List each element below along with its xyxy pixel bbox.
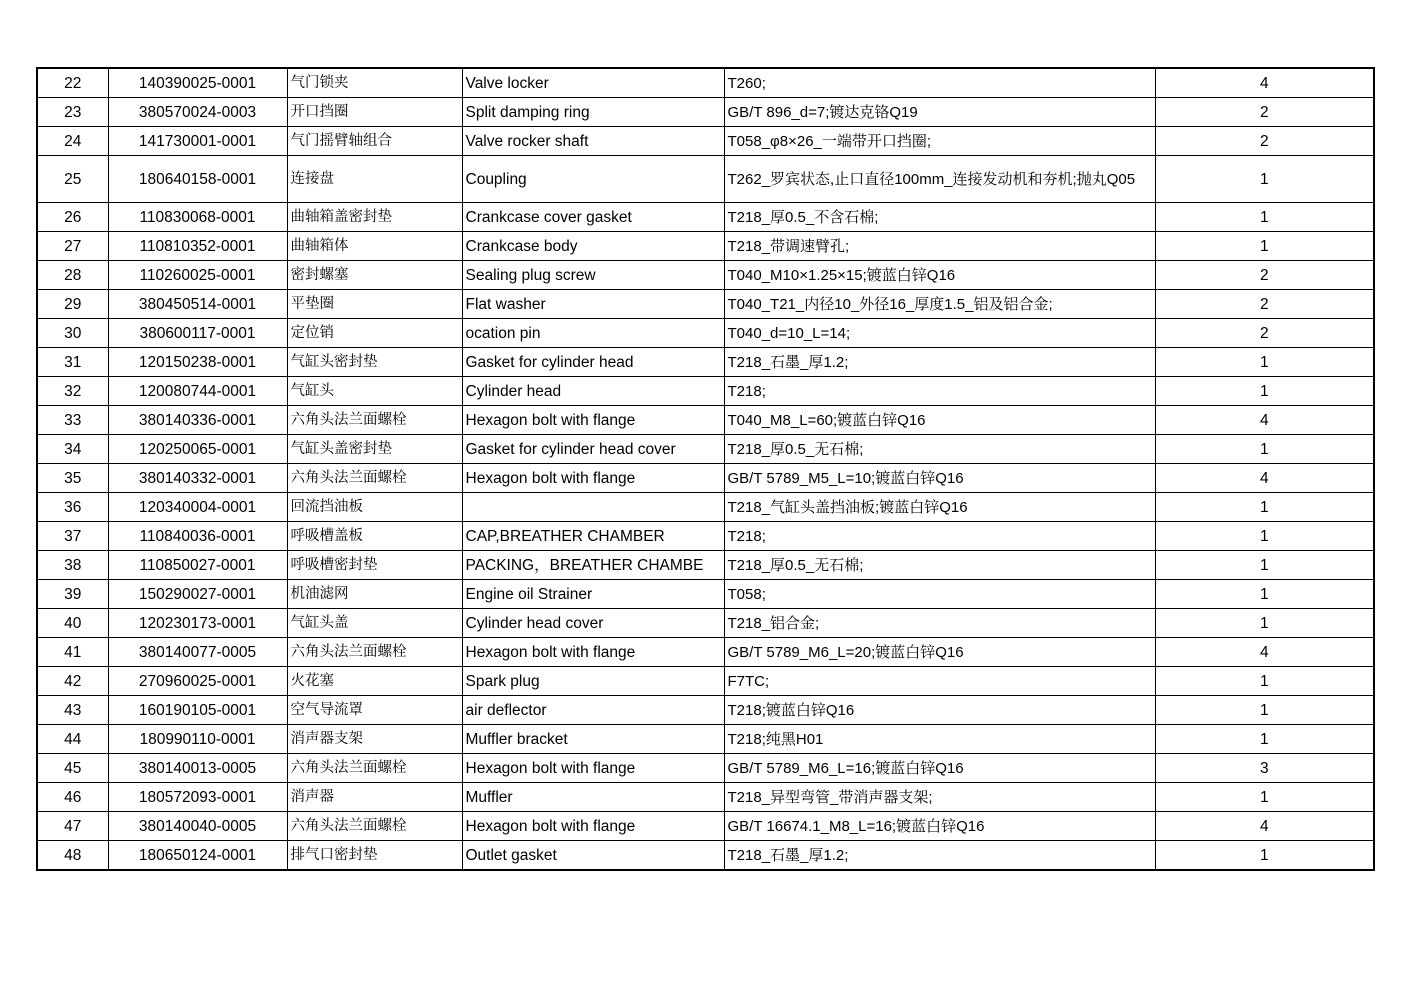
part-number-cell: 120340004-0001: [108, 493, 287, 522]
specification-cell: F7TC;: [724, 667, 1155, 696]
specification-cell: T218_铝合金;: [724, 609, 1155, 638]
chinese-name-cell: 气门锁夹: [287, 68, 462, 98]
item-number-cell: 33: [37, 406, 108, 435]
table-row: [37, 406, 1374, 435]
item-number-cell: 37: [37, 522, 108, 551]
part-number-cell: 160190105-0001: [108, 696, 287, 725]
english-name-cell: Sealing plug screw: [462, 261, 724, 290]
chinese-name-cell: 六角头法兰面螺栓: [287, 464, 462, 493]
quantity-cell: 2: [1155, 98, 1374, 127]
specification-cell: T040_T21_内径10_外径16_厚度1.5_铝及铝合金;: [724, 290, 1155, 319]
table-row: [37, 464, 1374, 493]
specification-cell: GB/T 5789_M6_L=20;镀蓝白锌Q16: [724, 638, 1155, 667]
quantity-cell: 2: [1155, 290, 1374, 319]
item-number-cell: 39: [37, 580, 108, 609]
part-number-cell: 140390025-0001: [108, 68, 287, 98]
english-name-cell: CAP,BREATHER CHAMBER: [462, 522, 724, 551]
part-number-cell: 180990110-0001: [108, 725, 287, 754]
item-number-cell: 29: [37, 290, 108, 319]
specification-cell: T040_M10×1.25×15;镀蓝白锌Q16: [724, 261, 1155, 290]
english-name-cell: Coupling: [462, 156, 724, 203]
english-name-cell: Cylinder head: [462, 377, 724, 406]
part-number-cell: 120250065-0001: [108, 435, 287, 464]
english-name-cell: Valve locker: [462, 68, 724, 98]
quantity-cell: 1: [1155, 725, 1374, 754]
english-name-cell: [462, 493, 724, 522]
chinese-name-cell: 气缸头密封垫: [287, 348, 462, 377]
part-number-cell: 141730001-0001: [108, 127, 287, 156]
item-number-cell: 35: [37, 464, 108, 493]
quantity-cell: 1: [1155, 609, 1374, 638]
specification-cell: T218_异型弯管_带消声器支架;: [724, 783, 1155, 812]
chinese-name-cell: 六角头法兰面螺栓: [287, 638, 462, 667]
english-name-cell: Outlet gasket: [462, 841, 724, 871]
english-name-cell: Crankcase body: [462, 232, 724, 261]
english-name-cell: Gasket for cylinder head cover: [462, 435, 724, 464]
table-row: [37, 290, 1374, 319]
quantity-cell: 1: [1155, 551, 1374, 580]
item-number-cell: 43: [37, 696, 108, 725]
item-number-cell: 47: [37, 812, 108, 841]
specification-cell: T260;: [724, 68, 1155, 98]
quantity-cell: 4: [1155, 812, 1374, 841]
item-number-cell: 44: [37, 725, 108, 754]
quantity-cell: 2: [1155, 261, 1374, 290]
chinese-name-cell: 气缸头盖密封垫: [287, 435, 462, 464]
chinese-name-cell: 火花塞: [287, 667, 462, 696]
part-number-cell: 380140077-0005: [108, 638, 287, 667]
part-number-cell: 180572093-0001: [108, 783, 287, 812]
specification-cell: T218;: [724, 522, 1155, 551]
chinese-name-cell: 气缸头盖: [287, 609, 462, 638]
table-row: [37, 156, 1374, 203]
item-number-cell: 48: [37, 841, 108, 871]
part-number-cell: 120150238-0001: [108, 348, 287, 377]
quantity-cell: 1: [1155, 783, 1374, 812]
table-row: [37, 522, 1374, 551]
specification-cell: T218_石墨_厚1.2;: [724, 348, 1155, 377]
part-number-cell: 150290027-0001: [108, 580, 287, 609]
specification-cell: T218_厚0.5_无石棉;: [724, 551, 1155, 580]
table-row: [37, 783, 1374, 812]
item-number-cell: 36: [37, 493, 108, 522]
chinese-name-cell: 开口挡圈: [287, 98, 462, 127]
quantity-cell: 2: [1155, 319, 1374, 348]
specification-cell: T218_厚0.5_不含石棉;: [724, 203, 1155, 232]
english-name-cell: Hexagon bolt with flange: [462, 464, 724, 493]
english-name-cell: Spark plug: [462, 667, 724, 696]
table-row: [37, 580, 1374, 609]
english-name-cell: Flat washer: [462, 290, 724, 319]
english-name-cell: Engine oil Strainer: [462, 580, 724, 609]
item-number-cell: 34: [37, 435, 108, 464]
english-name-cell: Cylinder head cover: [462, 609, 724, 638]
quantity-cell: 1: [1155, 580, 1374, 609]
table-row: [37, 435, 1374, 464]
quantity-cell: 1: [1155, 667, 1374, 696]
chinese-name-cell: 定位销: [287, 319, 462, 348]
english-name-cell: Muffler bracket: [462, 725, 724, 754]
specification-cell: T040_M8_L=60;镀蓝白锌Q16: [724, 406, 1155, 435]
item-number-cell: 27: [37, 232, 108, 261]
item-number-cell: 42: [37, 667, 108, 696]
english-name-cell: air deflector: [462, 696, 724, 725]
part-number-cell: 380600117-0001: [108, 319, 287, 348]
english-name-cell: ocation pin: [462, 319, 724, 348]
parts-list-table: [36, 67, 1375, 871]
chinese-name-cell: 呼吸槽盖板: [287, 522, 462, 551]
specification-cell: T218;镀蓝白锌Q16: [724, 696, 1155, 725]
part-number-cell: 110260025-0001: [108, 261, 287, 290]
table-row: [37, 638, 1374, 667]
part-number-cell: 180640158-0001: [108, 156, 287, 203]
part-number-cell: 120230173-0001: [108, 609, 287, 638]
chinese-name-cell: 曲轴箱盖密封垫: [287, 203, 462, 232]
table-row: [37, 68, 1374, 98]
item-number-cell: 23: [37, 98, 108, 127]
item-number-cell: 25: [37, 156, 108, 203]
specification-cell: T262_罗宾状态,止口直径100mm_连接发动机和夯机;抛丸Q05: [724, 156, 1155, 203]
table-row: [37, 319, 1374, 348]
quantity-cell: 1: [1155, 435, 1374, 464]
english-name-cell: Split damping ring: [462, 98, 724, 127]
english-name-cell: Hexagon bolt with flange: [462, 638, 724, 667]
quantity-cell: 1: [1155, 493, 1374, 522]
table-row: [37, 696, 1374, 725]
chinese-name-cell: 六角头法兰面螺栓: [287, 754, 462, 783]
part-number-cell: 380450514-0001: [108, 290, 287, 319]
specification-cell: T040_d=10_L=14;: [724, 319, 1155, 348]
chinese-name-cell: 消声器支架: [287, 725, 462, 754]
chinese-name-cell: 连接盘: [287, 156, 462, 203]
english-name-cell: Crankcase cover gasket: [462, 203, 724, 232]
quantity-cell: 1: [1155, 377, 1374, 406]
chinese-name-cell: 机油滤网: [287, 580, 462, 609]
specification-cell: T218;纯黑H01: [724, 725, 1155, 754]
chinese-name-cell: 六角头法兰面螺栓: [287, 812, 462, 841]
specification-cell: T218;: [724, 377, 1155, 406]
item-number-cell: 30: [37, 319, 108, 348]
chinese-name-cell: 排气口密封垫: [287, 841, 462, 871]
item-number-cell: 28: [37, 261, 108, 290]
english-name-cell: Gasket for cylinder head: [462, 348, 724, 377]
chinese-name-cell: 空气导流罩: [287, 696, 462, 725]
quantity-cell: 4: [1155, 406, 1374, 435]
quantity-cell: 1: [1155, 203, 1374, 232]
specification-cell: GB/T 896_d=7;镀达克铬Q19: [724, 98, 1155, 127]
specification-cell: T058;: [724, 580, 1155, 609]
part-number-cell: 110850027-0001: [108, 551, 287, 580]
item-number-cell: 38: [37, 551, 108, 580]
quantity-cell: 4: [1155, 68, 1374, 98]
item-number-cell: 26: [37, 203, 108, 232]
chinese-name-cell: 消声器: [287, 783, 462, 812]
quantity-cell: 1: [1155, 841, 1374, 871]
specification-cell: T218_石墨_厚1.2;: [724, 841, 1155, 871]
table-row: [37, 754, 1374, 783]
item-number-cell: 22: [37, 68, 108, 98]
english-name-cell: Muffler: [462, 783, 724, 812]
quantity-cell: 1: [1155, 348, 1374, 377]
english-name-cell: Hexagon bolt with flange: [462, 406, 724, 435]
quantity-cell: 4: [1155, 464, 1374, 493]
specification-cell: T218_带调速臂孔;: [724, 232, 1155, 261]
quantity-cell: 1: [1155, 696, 1374, 725]
chinese-name-cell: 六角头法兰面螺栓: [287, 406, 462, 435]
table-row: [37, 609, 1374, 638]
part-number-cell: 120080744-0001: [108, 377, 287, 406]
specification-cell: T218_厚0.5_无石棉;: [724, 435, 1155, 464]
english-name-cell: Hexagon bolt with flange: [462, 812, 724, 841]
specification-cell: T058_φ8×26_一端带开口挡圈;: [724, 127, 1155, 156]
english-name-cell: Valve rocker shaft: [462, 127, 724, 156]
item-number-cell: 46: [37, 783, 108, 812]
part-number-cell: 180650124-0001: [108, 841, 287, 871]
chinese-name-cell: 回流挡油板: [287, 493, 462, 522]
specification-cell: GB/T 5789_M6_L=16;镀蓝白锌Q16: [724, 754, 1155, 783]
table-row: [37, 493, 1374, 522]
chinese-name-cell: 密封螺塞: [287, 261, 462, 290]
quantity-cell: 1: [1155, 156, 1374, 203]
english-name-cell: PACKING，BREATHER CHAMBE: [462, 551, 724, 580]
part-number-cell: 380140332-0001: [108, 464, 287, 493]
quantity-cell: 1: [1155, 232, 1374, 261]
chinese-name-cell: 气门摇臂轴组合: [287, 127, 462, 156]
parts-table-body: [37, 68, 1374, 870]
table-row: [37, 377, 1374, 406]
item-number-cell: 31: [37, 348, 108, 377]
table-row: [37, 348, 1374, 377]
chinese-name-cell: 气缸头: [287, 377, 462, 406]
quantity-cell: 2: [1155, 127, 1374, 156]
table-row: [37, 725, 1374, 754]
part-number-cell: 110830068-0001: [108, 203, 287, 232]
table-row: [37, 232, 1374, 261]
table-row: [37, 841, 1374, 871]
part-number-cell: 110810352-0001: [108, 232, 287, 261]
chinese-name-cell: 曲轴箱体: [287, 232, 462, 261]
table-row: [37, 551, 1374, 580]
item-number-cell: 45: [37, 754, 108, 783]
table-row: [37, 261, 1374, 290]
quantity-cell: 1: [1155, 522, 1374, 551]
item-number-cell: 32: [37, 377, 108, 406]
specification-cell: GB/T 16674.1_M8_L=16;镀蓝白锌Q16: [724, 812, 1155, 841]
chinese-name-cell: 呼吸槽密封垫: [287, 551, 462, 580]
item-number-cell: 24: [37, 127, 108, 156]
part-number-cell: 380140040-0005: [108, 812, 287, 841]
item-number-cell: 41: [37, 638, 108, 667]
table-row: [37, 203, 1374, 232]
table-row: [37, 812, 1374, 841]
table-row: [37, 98, 1374, 127]
part-number-cell: 380140336-0001: [108, 406, 287, 435]
part-number-cell: 110840036-0001: [108, 522, 287, 551]
part-number-cell: 380140013-0005: [108, 754, 287, 783]
quantity-cell: 4: [1155, 638, 1374, 667]
specification-cell: GB/T 5789_M5_L=10;镀蓝白锌Q16: [724, 464, 1155, 493]
quantity-cell: 3: [1155, 754, 1374, 783]
specification-cell: T218_气缸头盖挡油板;镀蓝白锌Q16: [724, 493, 1155, 522]
item-number-cell: 40: [37, 609, 108, 638]
table-row: [37, 127, 1374, 156]
english-name-cell: Hexagon bolt with flange: [462, 754, 724, 783]
part-number-cell: 380570024-0003: [108, 98, 287, 127]
table-row: [37, 667, 1374, 696]
chinese-name-cell: 平垫圈: [287, 290, 462, 319]
part-number-cell: 270960025-0001: [108, 667, 287, 696]
